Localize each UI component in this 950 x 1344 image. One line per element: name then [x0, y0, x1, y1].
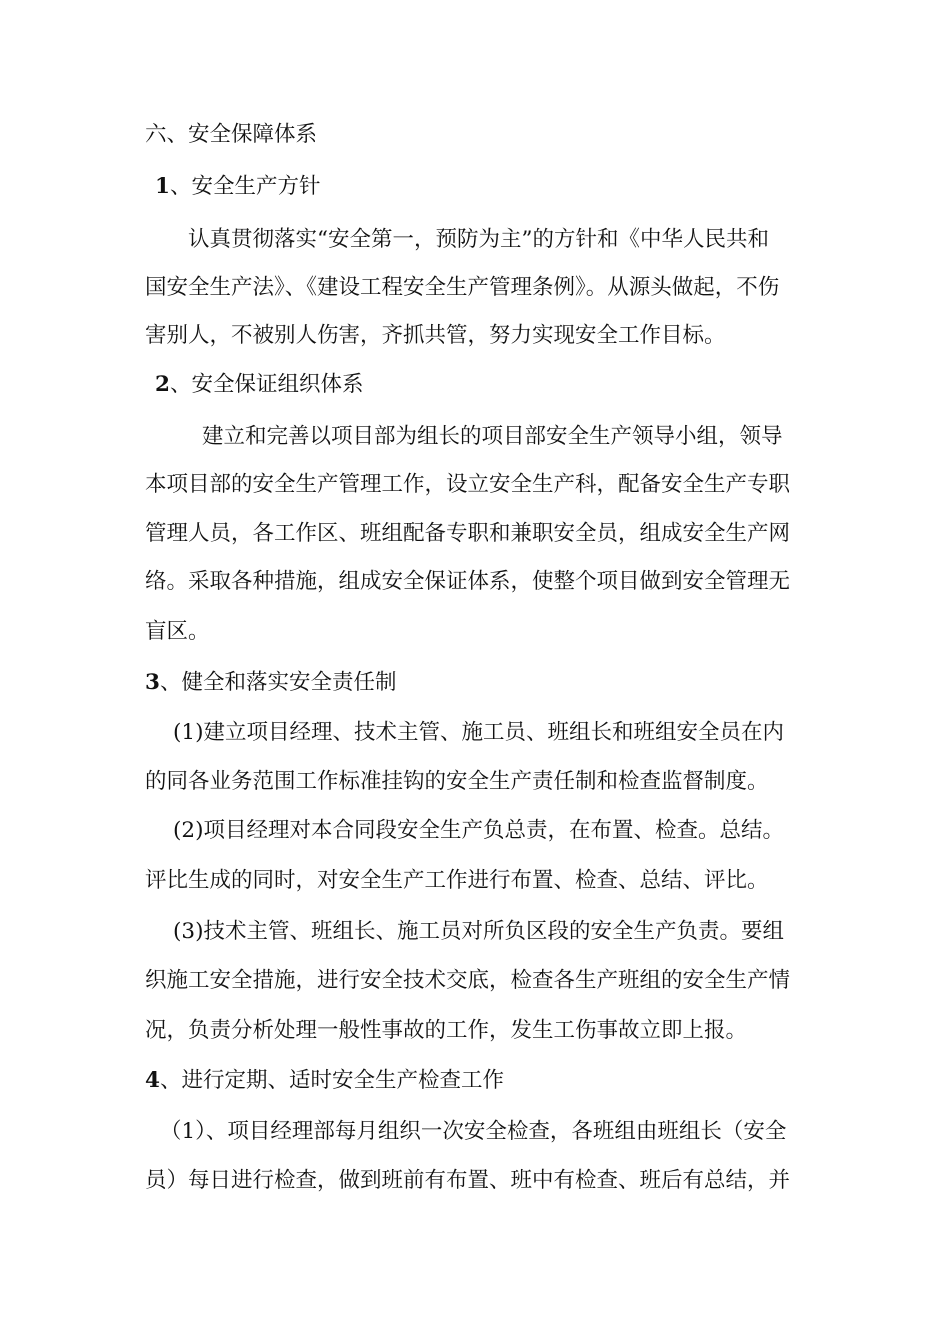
heading-number: 1 [155, 174, 170, 199]
paragraph-line: 认真贯彻落实“安全第一，预防为主”的方针和《中华人民共和 [188, 227, 769, 252]
subsection-heading [145, 668, 825, 698]
paragraph-line: 国安全生产法》、《建设工程安全生产管理条例》。从源头做起，不伤 [145, 275, 780, 300]
subsection-heading [155, 370, 835, 400]
heading-text: 、进行定期、适时安全生产检查工作 [159, 1068, 504, 1093]
paragraph-line: 的同各业务范围工作标准挂钩的安全生产责任制和检查监督制度。 [145, 769, 769, 794]
paragraph-line: 害别人，不被别人伤害，齐抓共管，努力实现安全工作目标。 [145, 323, 726, 348]
paragraph-line: 本项目部的安全生产管理工作，设立安全生产科，配备安全生产专职 [145, 472, 791, 497]
section-heading: 六、安全保障体系 [145, 122, 318, 147]
paragraph-line: 织施工安全措施，进行安全技术交底，检查各生产班组的安全生产情 [145, 968, 791, 993]
paragraph-line: 管理人员，各工作区、班组配备专职和兼职安全员，组成安全生产网 [145, 521, 791, 546]
paragraph-line: 建立和完善以项目部为组长的项目部安全生产领导小组，领导 [202, 424, 783, 449]
heading-number: 4 [145, 1068, 160, 1093]
paragraph-line: 络。采取各种措施，组成安全保证体系，使整个项目做到安全管理无 [145, 569, 791, 594]
paragraph-line: （1）、项目经理部每月组织一次安全检查，各班组由班组长（安全 [160, 1119, 787, 1144]
paragraph-line: (2)项目经理对本合同段安全生产负总责，在布置、检查。总结。 [173, 818, 784, 843]
heading-text: 、健全和落实安全责任制 [159, 670, 397, 695]
paragraph-line: 盲区。 [145, 619, 210, 644]
subsection-heading [145, 1066, 825, 1096]
heading-text: 、安全保证组织体系 [169, 372, 364, 397]
paragraph-line: 况，负责分析处理一般性事故的工作，发生工伤事故立即上报。 [145, 1018, 748, 1043]
heading-number: 3 [145, 670, 160, 695]
subsection-heading [155, 172, 835, 202]
paragraph-line: 评比生成的同时，对安全生产工作进行布置、检查、总结、评比。 [145, 868, 769, 893]
heading-number: 2 [155, 372, 170, 397]
paragraph-line: (1)建立项目经理、技术主管、施工员、班组长和班组安全员在内 [173, 720, 784, 745]
heading-text: 、安全生产方针 [169, 174, 321, 199]
paragraph-line: (3)技术主管、班组长、施工员对所负区段的安全生产负责。要组 [173, 919, 784, 944]
paragraph-line: 员）每日进行检查，做到班前有布置、班中有检查、班后有总结，并 [145, 1168, 791, 1193]
